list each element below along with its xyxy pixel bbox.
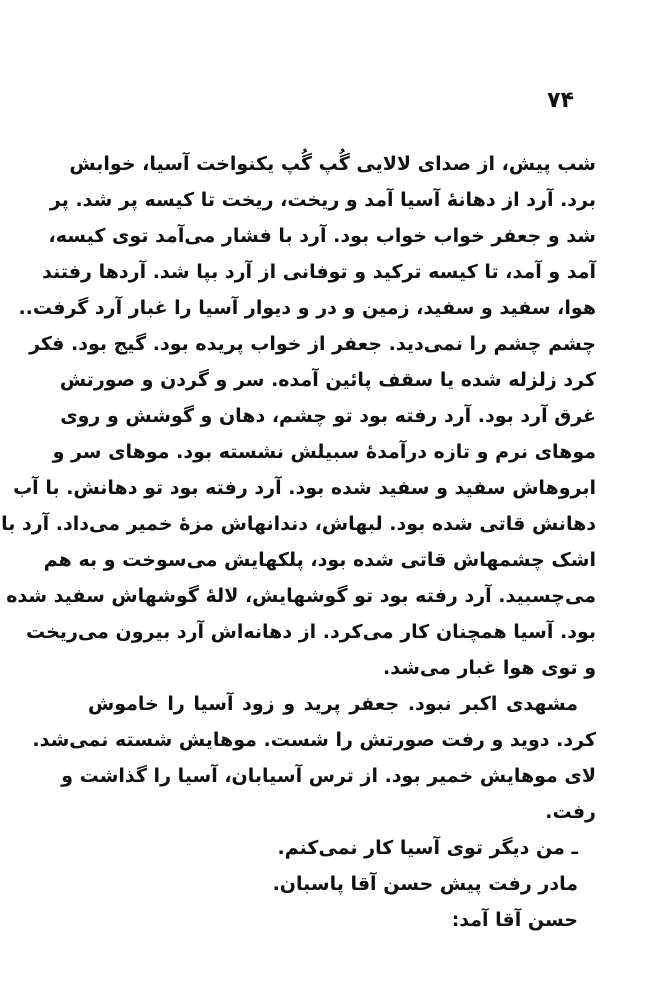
text-line: کرد. دوید و رفت صورتش را شست. موهایش شسته نمی‌شد. (32, 729, 596, 751)
text-line: حسن آقا آمد: (451, 909, 578, 931)
body-text (1, 146, 596, 938)
text-line: اشک چشمهاش قاتی شده بود، پلکهایش می‌سوخت و به هم (43, 549, 596, 571)
text-line: بود. آسیا همچنان کار می‌کرد. از دهانه‌اش آرد بیرون می‌ریخت (26, 621, 596, 643)
text-line: برد. آرد از دهانهٔ آسیا آمد و ریخت، ریخت تا کیسه پر شد. پر (49, 189, 596, 211)
text-line: می‌چسبید. آرد رفته بود تو گوشهایش، لالهٔ گوشهاش سفید شده (6, 585, 596, 607)
page-number: ۷۴ (547, 88, 574, 113)
text-line: و توی هوا غبار می‌شد. (383, 657, 596, 679)
text-line: شد و جعفر خواب خواب بود. آرد با فشار می‌آمد توی کیسه، (48, 225, 596, 247)
text-line: آمد و آمد، تا کیسه ترکید و توفانی از آرد بپا شد. آردها رفتند (42, 261, 596, 283)
text-line: ـ من دیگر توی آسیا کار نمی‌کنم. (277, 837, 578, 859)
text-line: ابروهاش سفید و سفید شده بود. آرد رفته بود تو دهانش. با آب (13, 477, 596, 499)
text-line: دهانش قاتی شده بود. لبهاش، دندانهاش مزهٔ خمیر می‌داد. آرد با (1, 513, 596, 535)
text-line: چشم چشم را نمی‌دید. جعفر از خواب پریده بود. گیج بود. فکر (29, 333, 596, 355)
text-line: کرد زلزله شده یا سقف پائین آمده. سر و گردن و صورتش (59, 369, 596, 391)
text-line: رفت. (545, 801, 596, 823)
text-line: شب پیش، از صدای لالایی گُپ گُپ یکنواخت آسیا، خوابش (69, 153, 596, 175)
text-line: مادر رفت پیش حسن آقا پاسبان. (272, 873, 578, 895)
text-line: لای موهایش خمیر بود. از ترس آسیابان، آسیا را گذاشت و (61, 765, 596, 787)
text-line: مشهدی اکبر نبود. جعفر پرید و زود آسیا را خاموش (88, 693, 578, 715)
text-line: هوا، سفید و سفید، زمین و در و دیوار آسیا را غبار آرد گرفت.. (18, 297, 596, 319)
text-line: غرق آرد بود. آرد رفته بود تو چشم، دهان و گوشش و روی (60, 405, 596, 427)
text-line: موهای نرم و تازه درآمدهٔ سبیلش نشسته بود. موهای سر و (52, 441, 596, 463)
